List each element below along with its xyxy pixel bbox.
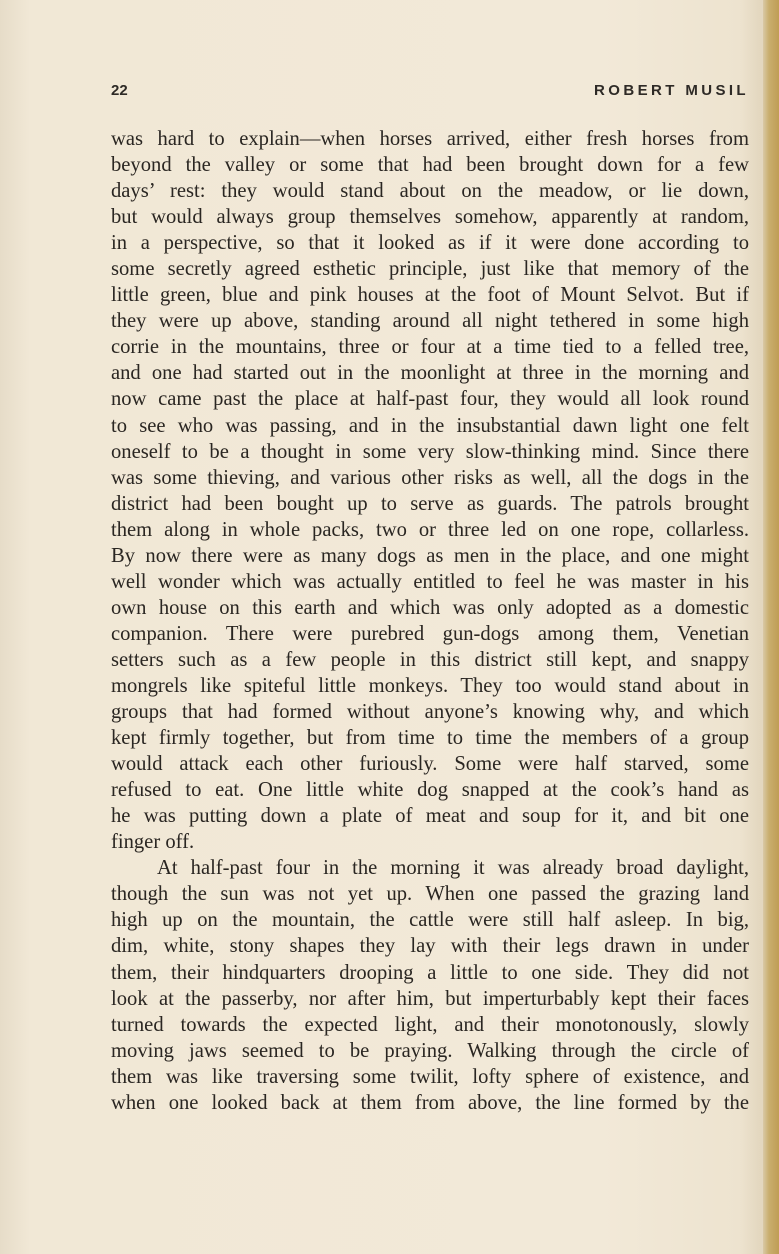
text-line: would attack each other furiously. Some were half starved, some [111, 753, 749, 776]
text-line: was some thieving, and various other risks as well, all the dogs in the [111, 466, 749, 489]
text-line: By now there were as many dogs as men in the place, and one might [111, 544, 749, 567]
page-header [111, 82, 749, 102]
text-line: now came past the place at half-past four, they would all look round [111, 388, 749, 411]
paragraph-end-line: finger off. [111, 831, 195, 854]
text-line: well wonder which was actually entitled to feel he was master in his [111, 570, 749, 593]
text-line: corrie in the mountains, three or four at a time tied to a felled tree, [111, 336, 749, 359]
body-text [111, 126, 749, 1116]
text-line: setters such as a few people in this district still kept, and snappy [111, 648, 749, 671]
text-line: district had been bought up to serve as guards. The patrols brought [111, 492, 749, 515]
text-line: own house on this earth and which was only adopted as a domestic [111, 596, 749, 619]
text-line: dim, white, stony shapes they lay with their legs drawn in under [111, 935, 749, 958]
paragraph-start-line: At half-past four in the morning it was already broad daylight, [157, 857, 749, 880]
text-line: but would always group themselves somehow, apparently at random, [111, 206, 749, 229]
text-line: he was putting down a plate of meat and soup for it, and bit one [111, 805, 749, 828]
page-number: 22 [111, 82, 128, 99]
text-line: to see who was passing, and in the insubstantial dawn light one felt [111, 414, 749, 437]
text-line: mongrels like spiteful little monkeys. They too would stand about in [111, 674, 749, 697]
text-line: groups that had formed without anyone’s knowing why, and which [111, 701, 749, 724]
text-line: them, their hindquarters drooping a little to one side. They did not [111, 961, 749, 984]
text-line: them was like traversing some twilit, lofty sphere of existence, and [111, 1065, 749, 1088]
text-line: in a perspective, so that it looked as if it were done according to [111, 232, 749, 255]
text-line: some secretly agreed esthetic principle, just like that memory of the [111, 258, 749, 281]
text-line: days’ rest: they would stand about on the meadow, or lie down, [111, 180, 749, 203]
text-line: and one had started out in the moonlight at three in the morning and [111, 362, 749, 385]
text-line: refused to eat. One little white dog snapped at the cook’s hand as [111, 779, 749, 802]
text-line: little green, blue and pink houses at the foot of Mount Selvot. But if [111, 284, 749, 307]
text-line: moving jaws seemed to be praying. Walking through the circle of [111, 1039, 749, 1062]
text-line: though the sun was not yet up. When one passed the grazing land [111, 883, 749, 906]
page-edge [763, 0, 779, 1254]
text-line: when one looked back at them from above, the line formed by the [111, 1091, 749, 1114]
text-line: turned towards the expected light, and their monotonously, slowly [111, 1013, 749, 1036]
text-line: them along in whole packs, two or three led on one rope, collarless. [111, 518, 749, 541]
text-line: companion. There were purebred gun-dogs among them, Venetian [111, 622, 749, 645]
text-line: oneself to be a thought in some very slow-thinking mind. Since there [111, 440, 749, 463]
running-head-author: ROBERT MUSIL [594, 82, 749, 99]
text-line: was hard to explain—when horses arrived, either fresh horses from [111, 128, 749, 150]
text-line: beyond the valley or some that had been brought down for a few [111, 154, 749, 177]
text-line: high up on the mountain, the cattle were still half asleep. In big, [111, 909, 749, 932]
text-line: kept firmly together, but from time to time the members of a group [111, 727, 749, 750]
text-line: look at the passerby, nor after him, but imperturbably kept their faces [111, 987, 749, 1010]
text-line: they were up above, standing around all night tethered in some high [111, 310, 749, 333]
